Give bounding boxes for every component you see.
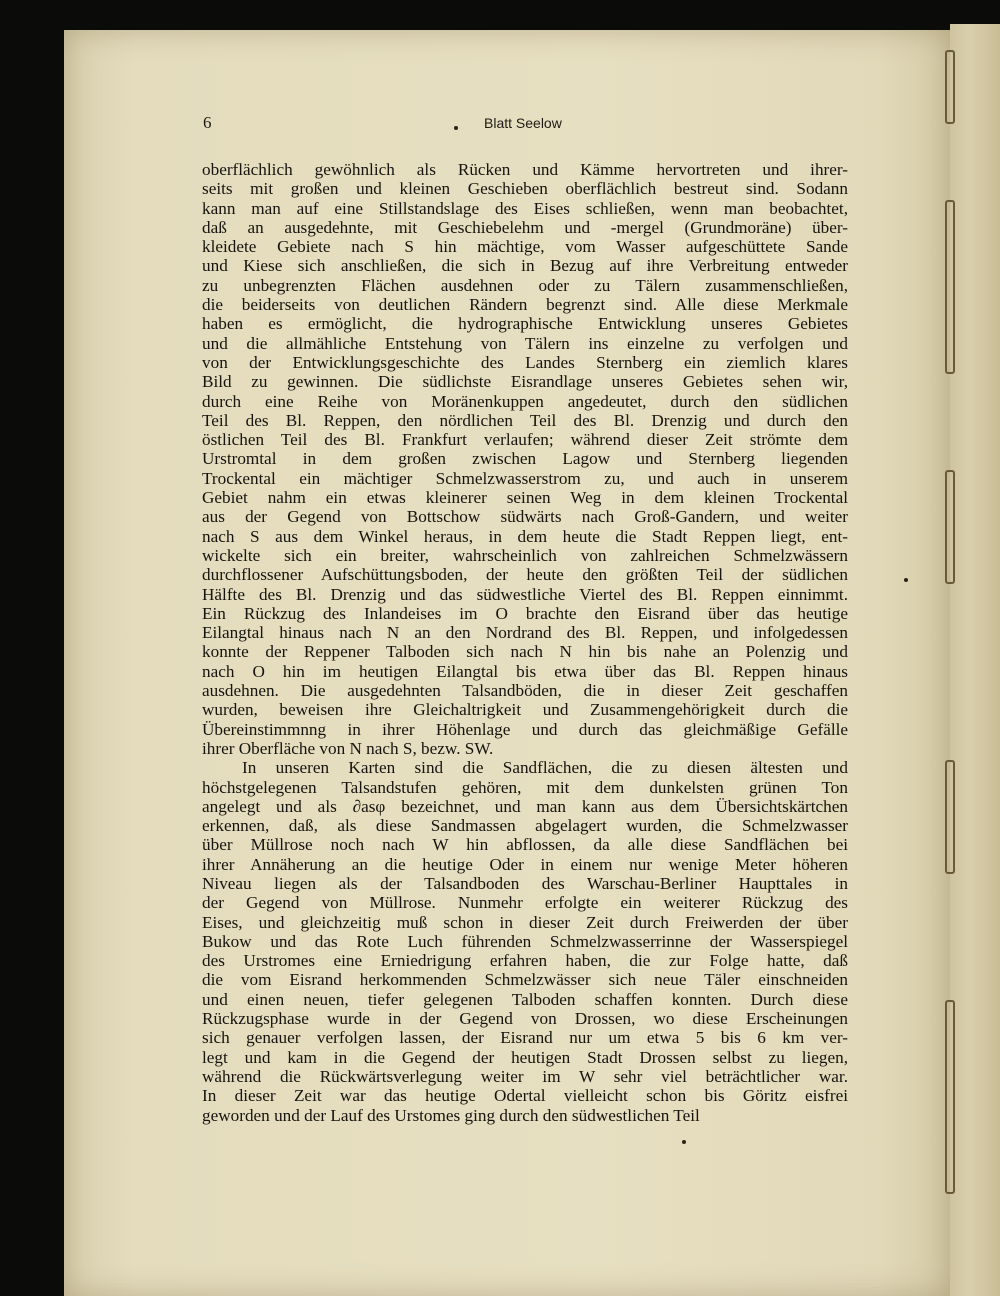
- speck-mark: [682, 1140, 686, 1144]
- text-line: und einen neuen, tiefer gelegenen Talboden schaffen konnten. Durch diese: [202, 989, 848, 1009]
- text-line: geworden und der Lauf des Urstomes ging durch den südwestlichen Teil: [202, 1105, 700, 1125]
- text-line: Übereinstimmnng in ihrer Höhenlage und durch das gleichmäßige Gefälle: [202, 719, 848, 739]
- text-line: die vom Eisrand herkommenden Schmelzwässer sich neue Täler einschneiden: [202, 970, 848, 990]
- binding-thread: [945, 1000, 955, 1194]
- text-line: oberflächlich gewöhnlich als Rücken und Kämme hervortreten und ihrer-: [202, 160, 848, 179]
- binding-thread: [945, 470, 955, 584]
- text-line: legt und kam in die Gegend der heutigen Stadt Drossen selbst zu liegen,: [202, 1047, 848, 1067]
- text-line: Bukow und das Rote Luch führenden Schmelzwasserrinne der Wasserspiegel: [202, 931, 848, 951]
- text-line: kleidete Gebiete nach S hin mächtige, vom Wasser aufgeschüttete Sande: [202, 237, 848, 257]
- binding-thread: [945, 760, 955, 874]
- text-line: erkennen, daß, als diese Sandmassen abgelagert wurden, die Schmelzwasser: [202, 816, 848, 836]
- text-line: die beiderseits von deutlichen Rändern begrenzt sind. Alle diese Merkmale: [202, 295, 848, 315]
- text-line: der Gegend von Müllrose. Nunmehr erfolgte ein weiterer Rückzug des: [202, 893, 848, 913]
- text-line: Ein Rückzug des Inlandeises im O brachte den Eisrand über das heutige: [202, 603, 848, 623]
- text-line: während die Rückwärtsverlegung weiter im W sehr viel beträchtlicher war.: [202, 1066, 848, 1086]
- text-line: ausdehnen. Die ausgedehnten Talsandböden, die in dieser Zeit geschaffen: [202, 681, 848, 701]
- speck-mark: [454, 126, 458, 130]
- page-number: 6: [203, 113, 212, 132]
- text-line: Eises, und gleichzeitig muß schon in dieser Zeit durch Freiwerden der über: [202, 912, 848, 932]
- text-line: Niveau liegen als der Talsandboden des Warschau-Berliner Haupttales in: [202, 873, 848, 893]
- text-line: und die allmähliche Entstehung von Tälern ins einzelne zu verfolgen und: [202, 333, 848, 353]
- text-line: ihrer Oberfläche von N nach S, bezw. SW.: [202, 738, 494, 758]
- text-line: angelegt und als ∂asφ bezeichnet, und man kann aus dem Übersichtskärtchen: [202, 796, 848, 816]
- text-line: nach O hin im heutigen Eilangtal bis etwa über das Bl. Reppen hinaus: [202, 661, 848, 681]
- text-line: Gebiet nahm ein etwas kleinerer seinen Weg in dem kleinen Trockental: [202, 488, 848, 508]
- text-line: seits mit großen und kleinen Geschieben oberflächlich bestreut sind. Sodann: [202, 179, 848, 199]
- text-line: über Müllrose noch nach W hin abflossen, da alle diese Sandflächen bei: [202, 835, 848, 855]
- text-line: sich genauer verfolgen lassen, der Eisrand nur um etwa 5 bis 6 km ver-: [202, 1028, 848, 1048]
- body-text: [202, 160, 848, 1125]
- text-line: und Kiese sich anschließen, die sich in Bezug auf ihre Verbreitung entweder: [202, 256, 848, 276]
- text-line: daß an ausgedehnte, mit Geschiebelehm und -mergel (Grundmoräne) über-: [202, 217, 848, 237]
- text-line: des Urstromes eine Erniedrigung erfahren haben, die zur Folge hatte, daß: [202, 951, 848, 971]
- text-line: Eilangtal hinaus nach N an den Nordrand des Bl. Reppen, und infolgedessen: [202, 623, 848, 643]
- text-line: ihrer Annäherung an die heutige Oder in einem nur wenige Meter höheren: [202, 854, 848, 874]
- text-line: von der Entwicklungsgeschichte des Landes Sternberg ein ziemlich klares: [202, 352, 848, 372]
- text-line: wickelte sich ein breiter, wahrscheinlich von zahlreichen Schmelzwässern: [202, 545, 848, 565]
- binding-thread: [945, 200, 955, 374]
- text-line: Teil des Bl. Reppen, den nördlichen Teil des Bl. Drenzig und durch den: [202, 410, 848, 430]
- speck-mark: [904, 578, 908, 582]
- text-line: In unseren Karten sind die Sandflächen, die zu diesen ältesten und: [242, 758, 848, 778]
- text-line: östlichen Teil des Bl. Frankfurt verlaufen; während dieser Zeit strömte dem: [202, 430, 848, 450]
- text-line: konnte der Reppener Talboden sich nach N hin bis nahe an Polenzig und: [202, 642, 848, 662]
- text-line: nach S aus dem Winkel heraus, in dem heute die Stadt Reppen liegt, ent-: [202, 526, 848, 546]
- text-line: zu unbegrenzten Flächen ausdehnen oder zu Tälern zusammenschließen,: [202, 275, 848, 295]
- text-line: haben es ermöglicht, die hydrographische Entwicklung unseres Gebietes: [202, 314, 848, 334]
- text-line: kann man auf eine Stillstandslage des Eises schließen, wenn man beobachtet,: [202, 198, 848, 218]
- text-line: Urstromtal in dem großen zwischen Lagow und Sternberg liegenden: [202, 449, 848, 469]
- page-header: [0, 113, 1000, 137]
- page-edge: [950, 24, 1000, 1296]
- running-title: Blatt Seelow: [484, 115, 562, 131]
- text-line: durchflossener Aufschüttungsboden, der heute den größten Teil der südlichen: [202, 565, 848, 585]
- text-line: Trockental ein mächtiger Schmelzwasserstrom zu, und auch in unserem: [202, 468, 848, 488]
- text-line: durch eine Reihe von Moränenkuppen angedeutet, durch den südlichen: [202, 391, 848, 411]
- text-line: aus der Gegend von Bottschow südwärts nach Groß-Gandern, und weiter: [202, 507, 848, 527]
- text-line: Bild zu gewinnen. Die südlichste Eisrandlage unseres Gebietes sehen wir,: [202, 372, 848, 392]
- text-line: höchstgelegenen Talsandstufen gehören, mit dem dunkelsten grünen Ton: [202, 777, 848, 797]
- text-line: Rückzugsphase wurde in der Gegend von Drossen, wo diese Erscheinungen: [202, 1009, 848, 1029]
- text-line: wurden, beweisen ihre Gleichaltrigkeit und Zusammengehörigkeit durch die: [202, 700, 848, 720]
- text-line: In dieser Zeit war das heutige Odertal vielleicht schon bis Göritz eisfrei: [202, 1086, 848, 1106]
- text-line: Hälfte des Bl. Drenzig und das südwestliche Viertel des Bl. Reppen einnimmt.: [202, 584, 848, 604]
